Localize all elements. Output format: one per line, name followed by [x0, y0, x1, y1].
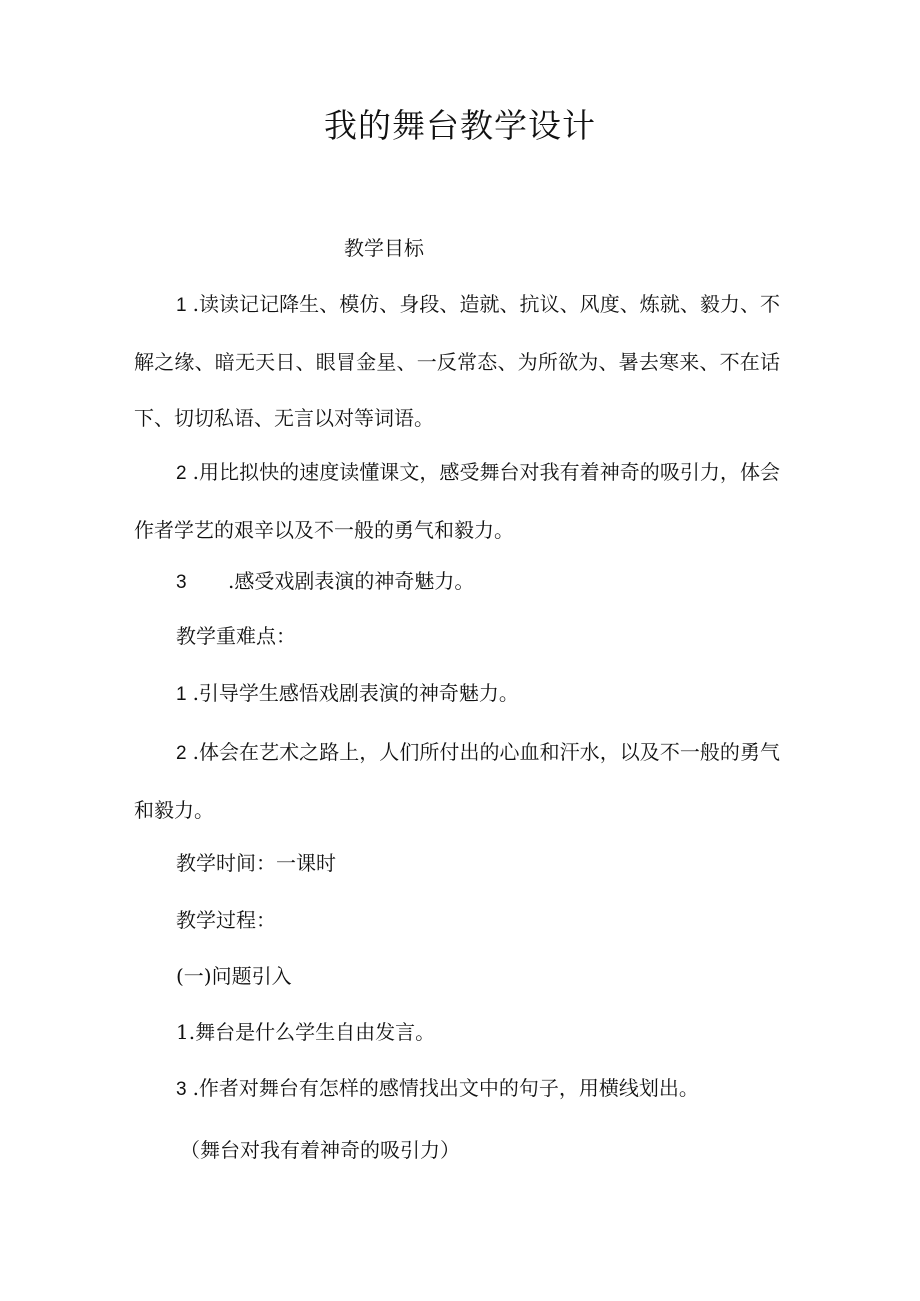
goal-2-number: 2: [176, 463, 187, 484]
key-2-number: 2: [176, 743, 187, 764]
goal-3-number: 3: [176, 572, 187, 593]
goal-2-text: .用比拟快的速度读懂课文，感受舞台对我有着神奇的吸引力，体会作者学艺的艰辛以及不一般的勇气和毅力。: [134, 460, 780, 542]
key-1-number: 1: [176, 684, 187, 705]
step-3-paragraph: [176, 1074, 699, 1104]
goal-2-paragraph: [134, 444, 780, 558]
goals-heading: 教学目标: [344, 236, 424, 260]
key-1-text: .引导学生感悟戏剧表演的神奇魅力。: [192, 681, 519, 705]
teaching-time: 教学时间：一课时: [176, 851, 336, 875]
step-3-number: 3: [176, 1079, 187, 1100]
process-heading: 教学过程：: [176, 908, 276, 932]
key-2-text: .体会在艺术之路上，人们所付出的心血和汗水，以及不一般的勇气和毅力。: [134, 740, 780, 822]
goal-3-paragraph: [176, 567, 474, 597]
step-3-text: .作者对舞台有怎样的感情找出文中的句子，用横线划出。: [192, 1076, 699, 1100]
goal-1-text: .读读记记降生、模仿、身段、造就、抗议、风度、炼就、毅力、不解之缘、暗无天日、眼冒金星、一反常态、为所欲为、暑去寒来、不在话下、切切私语、无言以对等词语。: [134, 292, 780, 430]
key-points-heading: 教学重难点：: [176, 624, 296, 648]
goal-3-text: .感受戏剧表演的神奇魅力。: [228, 569, 475, 593]
section-1-heading: (一)问题引入: [176, 964, 292, 988]
key-1-paragraph: [176, 679, 519, 709]
document-title: 我的舞台教学设计: [324, 106, 596, 145]
goal-1-paragraph: [134, 276, 780, 446]
step-1: 1.舞台是什么学生自由发言。: [176, 1020, 436, 1044]
key-2-paragraph: [134, 724, 780, 838]
quote-line: （舞台对我有着神奇的吸引力）: [180, 1138, 460, 1162]
goal-1-number: 1: [176, 295, 187, 316]
